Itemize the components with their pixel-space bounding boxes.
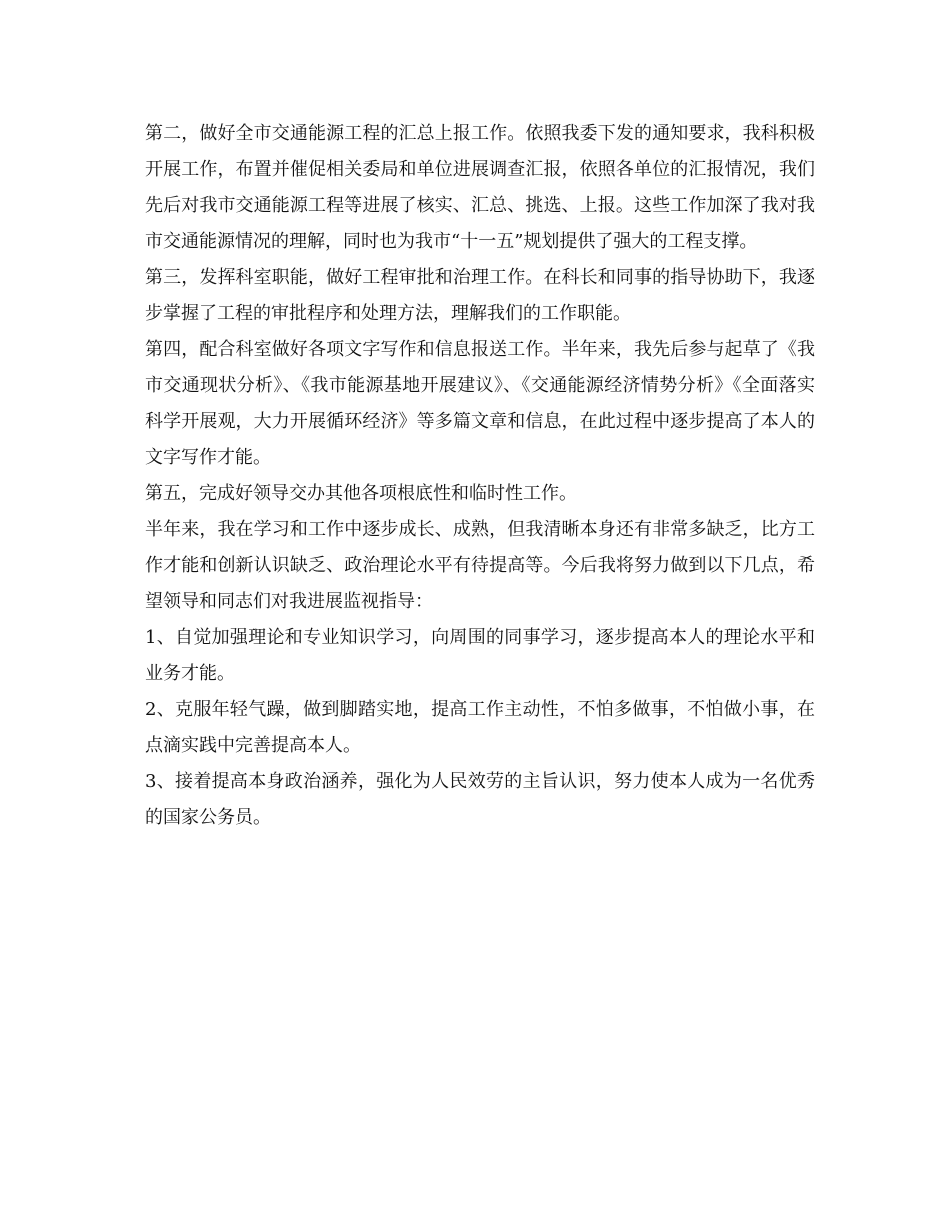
document-body (145, 116, 815, 836)
paragraph-third-item: 第三，发挥科室职能，做好工程审批和治理工作。在科长和同事的指导协助下，我逐步掌握了工程的审批程序和处理方法，理解我们的工作职能。 (145, 267, 815, 324)
paragraph-plan-item-2: 2、克服年轻气躁，做到脚踏实地，提高工作主动性，不怕多做事，不怕做小事，在点滴实践中完善提高本人。 (145, 699, 815, 756)
paragraph-plan-item-3: 3、接着提高本身政治涵养，强化为人民效劳的主旨认识，努力使本人成为一名优秀的国家公务员。 (145, 771, 815, 828)
paragraph-fifth-item: 第五，完成好领导交办其他各项根底性和临时性工作。 (145, 483, 577, 504)
paragraph-second-item: 第二，做好全市交通能源工程的汇总上报工作。依照我委下发的通知要求，我科积极开展工作，布置并催促相关委局和单位进展调查汇报，依照各单位的汇报情况，我们先后对我市交通能源工程等进展了核实、汇总、挑选、上报。这些工作加深了我对我市交通能源情况的理解，同时也为我市“十一五”规划提供了强大的工程支撑。 (145, 123, 815, 252)
paragraph-fourth-item: 第四，配合科室做好各项文字写作和信息报送工作。半年来，我先后参与起草了《我市交通现状分析》、《我市能源基地开展建议》、《交通能源经济情势分析》《全面落实科学开展观，大力开展循环经济》等多篇文章和信息，在此过程中逐步提高了本人的文字写作才能。 (145, 339, 815, 468)
paragraph-half-year-summary: 半年来，我在学习和工作中逐步成长、成熟，但我清晰本身还有非常多缺乏，比方工作才能和创新认识缺乏、政治理论水平有待提高等。今后我将努力做到以下几点，希望领导和同志们对我进展监视指导： (145, 519, 815, 612)
paragraph-plan-item-1: 1、自觉加强理论和专业知识学习，向周围的同事学习，逐步提高本人的理论水平和业务才能。 (145, 627, 815, 684)
